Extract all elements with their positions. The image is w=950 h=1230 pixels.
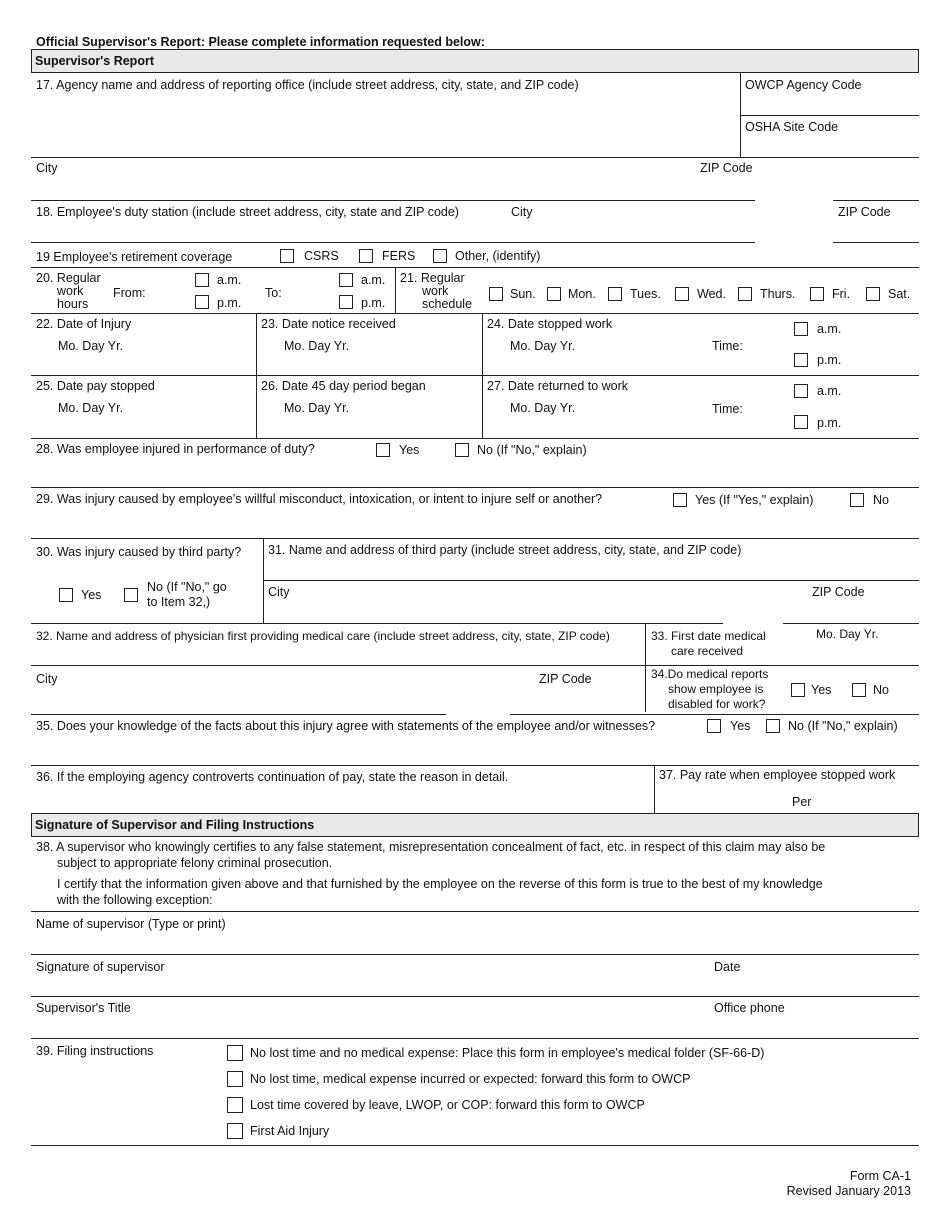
mon-checkbox[interactable] — [547, 287, 561, 301]
item27-pm-label: p.m. — [817, 416, 842, 430]
item28-yes-label: Yes — [399, 443, 420, 457]
item17-zip-label: ZIP Code — [700, 161, 753, 175]
item17-label: 17. Agency name and address of reporting office (include street address, city, state, and ZIP code) — [36, 78, 579, 92]
item33-date-format: Mo. Day Yr. — [816, 627, 879, 641]
tues-checkbox[interactable] — [608, 287, 622, 301]
item31-city-label: City — [268, 585, 290, 599]
item32-label: 32. Name and address of physician first providing medical care (include street address, city, state, ZIP code) — [36, 629, 610, 643]
item27-am-checkbox[interactable] — [794, 384, 808, 398]
item20-label-2: work — [57, 284, 84, 298]
wed-label: Wed. — [697, 287, 726, 301]
item19-label: 19 Employee's retirement coverage — [36, 250, 233, 264]
item24-am-label: a.m. — [817, 322, 842, 336]
item30-label: 30. Was injury caused by third party? — [36, 545, 242, 559]
item34-label-2: show employee is — [668, 682, 764, 696]
item38-line-4: with the following exception: — [57, 893, 213, 907]
item24-pm-checkbox[interactable] — [794, 353, 808, 367]
fers-checkbox[interactable] — [359, 249, 373, 263]
item21-label-2: work — [422, 284, 449, 298]
item31-label: 31. Name and address of third party (include street address, city, state, and ZIP code) — [268, 543, 742, 557]
item24-pm-label: p.m. — [817, 353, 842, 367]
section-header-supervisor-report: Supervisor's Report — [31, 49, 919, 73]
item18-city-label: City — [511, 205, 533, 219]
item29-yes-checkbox[interactable] — [673, 493, 687, 507]
item32-city-label: City — [36, 672, 58, 686]
to-pm-label: p.m. — [361, 296, 386, 310]
item27-time-label: Time: — [712, 402, 743, 416]
item17-city-label: City — [36, 161, 58, 175]
fers-label: FERS — [382, 249, 416, 263]
item29-no-label: No — [873, 493, 889, 507]
item24-label: 24. Date stopped work — [487, 317, 613, 331]
item33-label-2: care received — [671, 644, 744, 658]
supervisor-title-label: Supervisor's Title — [36, 1001, 131, 1015]
other-retirement-label: Other, (identify) — [455, 249, 541, 263]
item35-yes-checkbox[interactable] — [707, 719, 721, 733]
mon-label: Mon. — [568, 287, 596, 301]
item34-yes-checkbox[interactable] — [791, 683, 805, 697]
thurs-checkbox[interactable] — [738, 287, 752, 301]
item22-label: 22. Date of Injury — [36, 317, 132, 331]
item30-yes-label: Yes — [81, 588, 102, 602]
item38-line-3: I certify that the information given above and that furnished by the employee on the reverse of this form is true to the best of my knowledge — [57, 877, 823, 891]
item27-pm-checkbox[interactable] — [794, 415, 808, 429]
item35-yes-label: Yes — [730, 719, 751, 733]
csrs-checkbox[interactable] — [280, 249, 294, 263]
item21-label-1: 21. Regular — [400, 271, 465, 285]
fri-checkbox[interactable] — [810, 287, 824, 301]
from-am-checkbox[interactable] — [195, 273, 209, 287]
signature-date-label: Date — [714, 960, 741, 974]
to-pm-checkbox[interactable] — [339, 295, 353, 309]
form-number: Form CA-1 — [849, 1169, 911, 1183]
filing-option-4-checkbox[interactable] — [227, 1123, 243, 1139]
other-retirement-checkbox[interactable] — [433, 249, 447, 263]
from-label: From: — [113, 286, 146, 300]
item28-no-label: No (If "No," explain) — [477, 443, 587, 457]
item27-am-label: a.m. — [817, 384, 842, 398]
item38-line-2: subject to appropriate felony criminal prosecution. — [57, 856, 333, 870]
wed-checkbox[interactable] — [675, 287, 689, 301]
to-label: To: — [265, 286, 282, 300]
item24-am-checkbox[interactable] — [794, 322, 808, 336]
item24-date-format: Mo. Day Yr. — [510, 339, 576, 353]
item34-label-1: 34.Do medical reports — [651, 667, 769, 681]
item30-no-label-2: to Item 32,) — [147, 595, 211, 609]
form-title: Official Supervisor's Report: Please complete information requested below: — [36, 35, 485, 49]
from-pm-label: p.m. — [217, 296, 242, 310]
item31-zip-label: ZIP Code — [812, 585, 865, 599]
sat-checkbox[interactable] — [866, 287, 880, 301]
item27-label: 27. Date returned to work — [487, 379, 629, 393]
item34-label-3: disabled for work? — [668, 697, 766, 711]
filing-option-1-label: No lost time and no medical expense: Place this form in employee's medical folder (SF-66-D) — [250, 1046, 765, 1060]
to-am-checkbox[interactable] — [339, 273, 353, 287]
filing-option-2-checkbox[interactable] — [227, 1071, 243, 1087]
sun-checkbox[interactable] — [489, 287, 503, 301]
item34-no-label: No — [873, 683, 889, 697]
item25-label: 25. Date pay stopped — [36, 379, 155, 393]
item33-label-1: 33. First date medical — [651, 629, 766, 643]
osha-site-code-label: OSHA Site Code — [745, 120, 839, 134]
office-phone-label: Office phone — [714, 1001, 785, 1015]
filing-option-1-checkbox[interactable] — [227, 1045, 243, 1061]
item20-label-1: 20. Regular — [36, 271, 101, 285]
item26-date-format: Mo. Day Yr. — [284, 401, 350, 415]
item34-no-checkbox[interactable] — [852, 683, 866, 697]
item39-label: 39. Filing instructions — [36, 1044, 154, 1058]
item37-label: 37. Pay rate when employee stopped work — [659, 768, 896, 782]
item29-no-checkbox[interactable] — [850, 493, 864, 507]
item30-yes-checkbox[interactable] — [59, 588, 73, 602]
to-am-label: a.m. — [361, 273, 386, 287]
item22-date-format: Mo. Day Yr. — [58, 339, 124, 353]
item35-no-checkbox[interactable] — [766, 719, 780, 733]
item18-label: 18. Employee's duty station (include street address, city, state and ZIP code) — [36, 205, 459, 219]
item28-yes-checkbox[interactable] — [376, 443, 390, 457]
item34-yes-label: Yes — [811, 683, 832, 697]
item21-label-3: schedule — [422, 297, 473, 311]
sat-label: Sat. — [888, 287, 911, 301]
section-header-signature: Signature of Supervisor and Filing Instructions — [31, 813, 919, 837]
tues-label: Tues. — [630, 287, 661, 301]
fri-label: Fri. — [832, 287, 851, 301]
sun-label: Sun. — [510, 287, 536, 301]
owcp-agency-code-label: OWCP Agency Code — [745, 78, 862, 92]
item26-label: 26. Date 45 day period began — [261, 379, 426, 393]
item27-date-format: Mo. Day Yr. — [510, 401, 576, 415]
item23-label: 23. Date notice received — [261, 317, 396, 331]
item23-date-format: Mo. Day Yr. — [284, 339, 350, 353]
revision-date: Revised January 2013 — [786, 1184, 911, 1198]
item36-label: 36. If the employing agency controverts continuation of pay, state the reason in detail. — [36, 770, 509, 784]
item32-zip-label: ZIP Code — [539, 672, 592, 686]
filing-option-2-label: No lost time, medical expense incurred or expected: forward this form to OWCP — [250, 1072, 691, 1086]
from-am-label: a.m. — [217, 273, 242, 287]
item24-time-label: Time: — [712, 339, 743, 353]
filing-option-4-label: First Aid Injury — [250, 1124, 330, 1138]
thurs-label: Thurs. — [760, 287, 796, 301]
supervisor-signature-label: Signature of supervisor — [36, 960, 165, 974]
item30-no-label-1: No (If "No," go — [147, 580, 227, 594]
item35-label: 35. Does your knowledge of the facts about this injury agree with statements of the employee and/or witnesses? — [36, 719, 656, 733]
item18-zip-label: ZIP Code — [838, 205, 891, 219]
from-pm-checkbox[interactable] — [195, 295, 209, 309]
item30-no-checkbox[interactable] — [124, 588, 138, 602]
item38-line-1: 38. A supervisor who knowingly certifies to any false statement, misrepresentation concealment of fact, etc. in respect of this claim may also be — [36, 840, 826, 854]
item20-label-3: hours — [57, 297, 89, 311]
filing-option-3-checkbox[interactable] — [227, 1097, 243, 1113]
filing-option-3-label: Lost time covered by leave, LWOP, or COP: forward this form to OWCP — [250, 1098, 645, 1112]
item37-per-label: Per — [792, 795, 812, 809]
supervisor-name-label: Name of supervisor (Type or print) — [36, 917, 226, 931]
item28-no-checkbox[interactable] — [455, 443, 469, 457]
item29-label: 29. Was injury caused by employee's willful misconduct, intoxication, or intent to injure self or another? — [36, 492, 603, 506]
csrs-label: CSRS — [304, 249, 339, 263]
item25-date-format: Mo. Day Yr. — [58, 401, 124, 415]
item29-yes-label: Yes (If "Yes," explain) — [695, 493, 814, 507]
item35-no-label: No (If "No," explain) — [788, 719, 898, 733]
item28-label: 28. Was employee injured in performance of duty? — [36, 442, 315, 456]
